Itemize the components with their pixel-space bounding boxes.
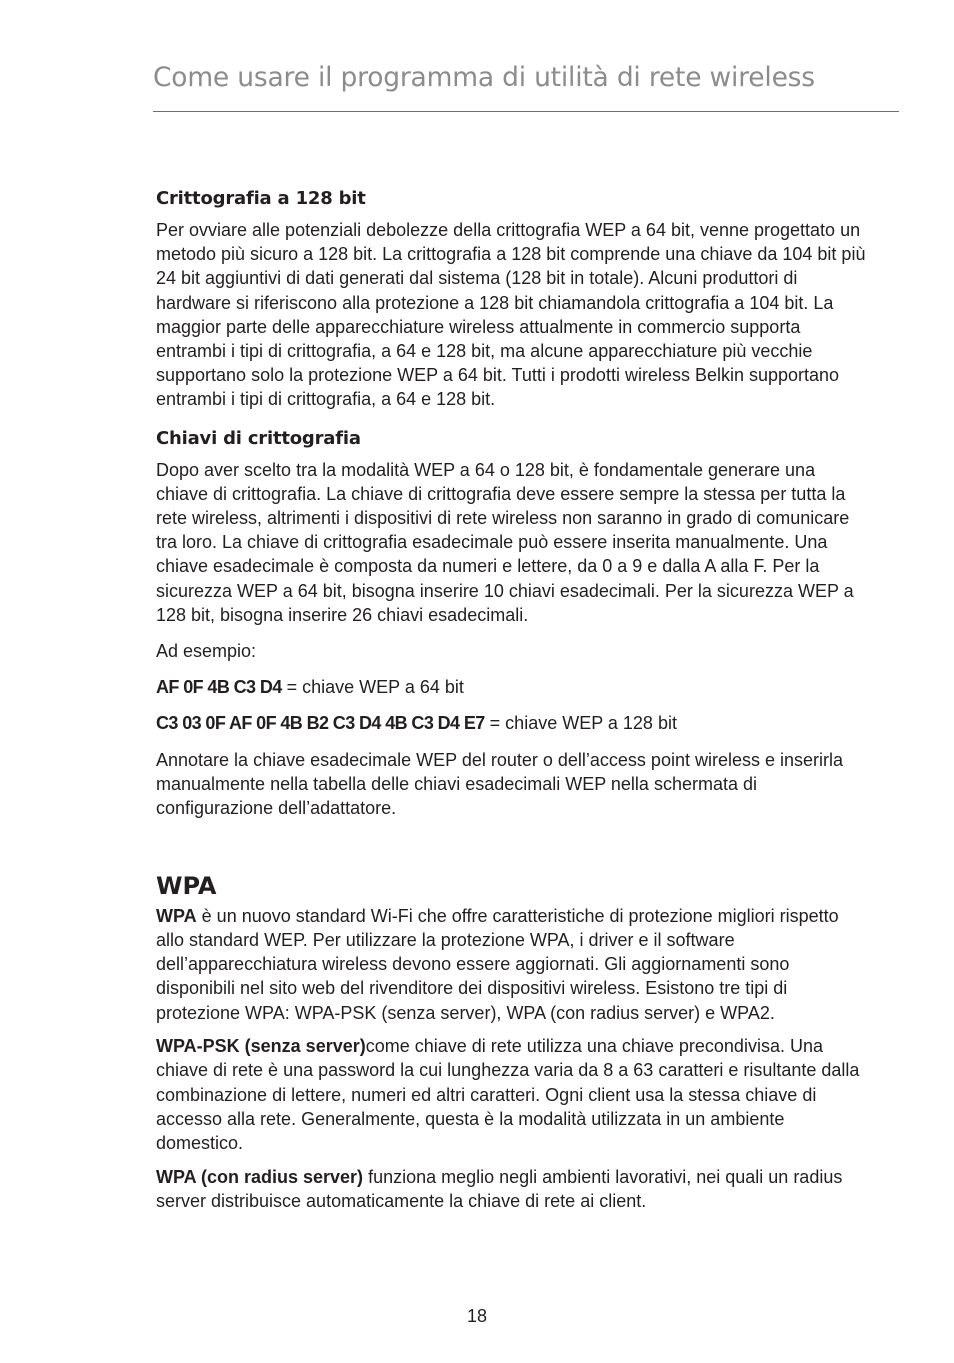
page-content [156, 188, 868, 1223]
paragraph-128bit: Per ovviare alle potenziali debolezze della crittografia WEP a 64 bit, venne progettato un metodo più sicuro a 128 bit. La crittografia a 128 bit comprende una chiave da 104 bit più 24 bit aggiuntivi di dati generati dal sistema (128 bit in totale). Alcuni produttori di hardware si riferiscono alla protezione a 128 bit chiamandola crittografia a 104 bit. La maggior parte delle apparecchiature wireless attualmente in commercio supporta entrambi i tipi di crittografia, a 64 e 128 bit, ma alcune apparecchiature più vecchie supportano solo la protezione WEP a 64 bit. Tutti i prodotti wireless Belkin supportano entrambi i tipi di crittografia, a 64 e 128 bit. [156, 220, 866, 410]
header-divider [153, 111, 899, 112]
heading-wpa: WPA [156, 871, 217, 900]
example-64bit [156, 675, 868, 699]
wpa-term: WPA [156, 905, 197, 926]
paragraph-encryption-keys: Dopo aver scelto tra la modalità WEP a 64 o 128 bit, è fondamentale generare una chiave di crittografia. La chiave di crittografia deve essere sempre la stessa per tutta la rete wireless, altrimenti i dispositivi di rete wireless non saranno in grado di comunicare tra loro. La chiave di crittografia esadecimale può essere inserita manualmente. Una chiave esadecimale è composta da numeri e lettere, da 0 a 9 e dalla A alla F. Per la sicurezza WEP a 64 bit, bisogna inserire 10 chiavi esadecimali. Per la sicurezza WEP a 128 bit, bisogna inserire 26 chiavi esadecimali. [156, 459, 854, 625]
page-number: 18 [466, 1306, 488, 1326]
heading-128bit: Crittografia a 128 bit [156, 188, 366, 209]
example-64bit-key: AF 0F 4B C3 D4 [156, 677, 282, 698]
wpa-description: è un nuovo standard Wi-Fi che offre caratteristiche di protezione migliori rispetto allo standard WEP. Per utilizzare la protezione WPA, i driver e il software dell’apparecchiatura wireless devono essere aggiornati. Gli aggiornamenti sono disponibili nel sito web del rivenditore dei dispositivi wireless. Esistono tre tipi di protezione WPA: WPA-PSK (senza server), WPA (con radius server) e WPA2. [156, 905, 839, 1023]
wpa-radius-term: WPA (con radius server) [156, 1166, 364, 1187]
wpa-radius-description: funziona meglio negli ambienti lavorativi, nei quali un radius server distribuisce automaticamente la chiave di rete ai client. [156, 1166, 843, 1211]
example-128bit [156, 711, 868, 735]
example-128bit-key: C3 03 0F AF 0F 4B B2 C3 D4 4B C3 D4 E7 [156, 713, 485, 734]
wpa-psk-description: come chiave di rete utilizza una chiave precondivisa. Una chiave di rete è una password la cui lunghezza varia da 8 a 63 caratteri e risultante dalla combinazione di lettere, numeri ed altri caratteri. Ogni client usa la stessa chiave di accesso alla rete. Generalmente, questa è la modalità utilizzata in un ambiente domestico. [156, 1036, 860, 1154]
paragraph-wpa-psk [156, 1034, 868, 1155]
page-header-title: Come usare il programma di utilità di rete wireless [153, 62, 815, 93]
example-128bit-desc: = chiave WEP a 128 bit [484, 713, 677, 734]
paragraph-wpa-radius [156, 1165, 868, 1213]
wpa-psk-term: WPA-PSK (senza server) [156, 1036, 366, 1057]
example-intro: Ad esempio: [156, 641, 257, 662]
example-64bit-desc: = chiave WEP a 64 bit [281, 677, 464, 698]
paragraph-wpa [156, 904, 868, 1025]
heading-encryption-keys: Chiavi di crittografia [156, 427, 361, 449]
paragraph-annotate-key: Annotare la chiave esadecimale WEP del router o dell’access point wireless e inserirla manualmente nella tabella delle chiavi esadecimali WEP nella schermata di configurazione dell’adattatore. [156, 749, 844, 819]
